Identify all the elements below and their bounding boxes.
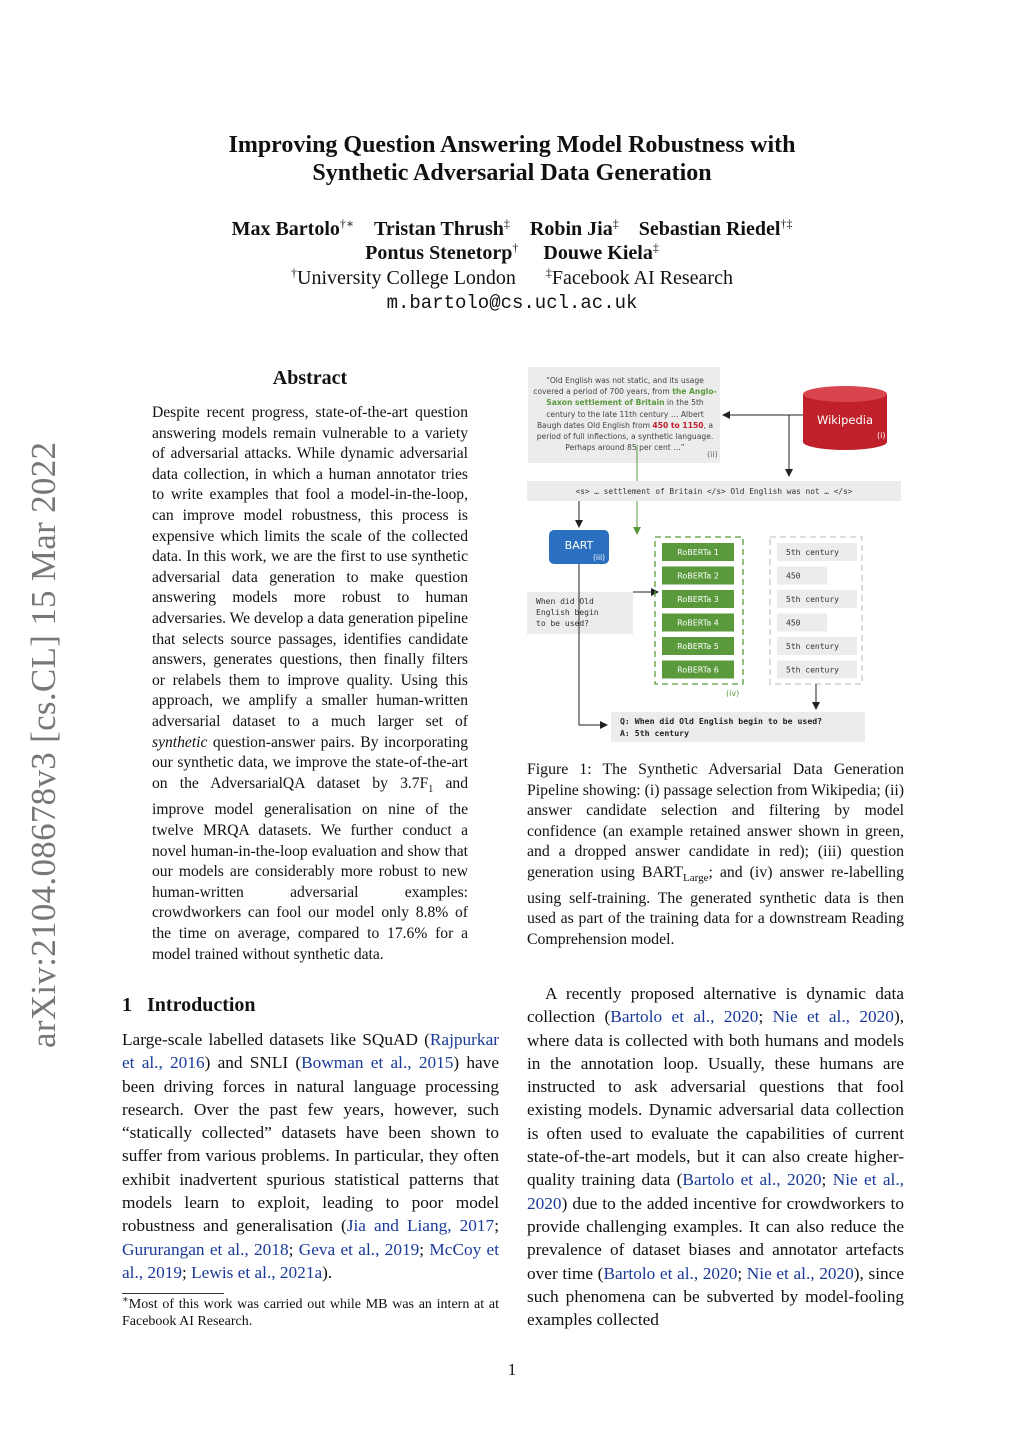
citation-link[interactable]: Nie et al., 2020: [772, 1007, 894, 1027]
citation-separator: ;: [494, 1216, 499, 1236]
candidate-answer-box: [777, 614, 827, 632]
wikipedia-label: Wikipedia: [816, 413, 874, 427]
author-sup: ‡: [612, 216, 619, 231]
dropped-answer-highlight: 450 to 1150: [652, 420, 704, 430]
arrow-to-final-qa: [579, 564, 607, 725]
citation-link[interactable]: Bartolo et al., 2020: [682, 1170, 822, 1190]
candidate-answer-label: 450: [786, 618, 801, 628]
roberta-label: RoBERTa 5: [677, 642, 719, 651]
citation-link[interactable]: Nie et al., 2020: [746, 1263, 854, 1283]
question-line: English begin: [536, 608, 599, 617]
caption-subscript: Large: [683, 872, 709, 885]
candidate-answer-label: 5th century: [786, 595, 839, 604]
intro-text: ) and SNLI (: [204, 1053, 302, 1073]
passage-text: “Old English was not static, and its usage covered a period of 700 years, from: [533, 376, 704, 397]
label-ii: (ii): [707, 450, 718, 459]
author-name: Max Bartolo: [231, 218, 340, 240]
citation-link[interactable]: Lewis et al., 2021a: [191, 1262, 323, 1282]
answer-rows: [777, 543, 857, 679]
affiliation-sup: ‡: [545, 265, 552, 280]
roberta-label: RoBERTa 1: [677, 548, 719, 557]
affiliation-ucl: University College London: [297, 267, 516, 289]
passage-text: , a period of full inflections, a synthetic language. Perhaps around 85 per cent …”: [536, 420, 714, 453]
right-column-paragraph: [527, 982, 904, 1331]
title-line-1: Improving Question Answering Model Robustness with: [228, 132, 796, 158]
roberta-label: RoBERTa 3: [677, 595, 719, 604]
citation-link[interactable]: Rajpurkar et al., 2016: [122, 1030, 499, 1073]
body-text: ) due to the added incentive for crowdworkers to provide challenging examples. It can also reduce the prevalence of dataset biases and annotator artefacts over time (: [527, 1193, 904, 1283]
citation-link[interactable]: Geva et al., 2019: [298, 1239, 420, 1259]
caption-text: ; and (iv) answer re-labelling using self-training. The generated synthetic data is then used as part of the training data for a downstream Reading Comprehension model.: [527, 863, 904, 948]
footnote-rule: [122, 1293, 224, 1294]
citation-link[interactable]: Bowman et al., 2015: [301, 1053, 454, 1073]
candidate-answer-label: 5th century: [786, 548, 839, 557]
intro-paragraph: [122, 1028, 499, 1284]
footnote-mark: ∗: [122, 1294, 129, 1306]
abstract-text: and improve model generalisation on nine of the twelve MRQA datasets. We further conduct a novel human-in-the-loop evaluation and show that our models are considerably more robust to new human-written adversarial examples: crowdworkers can fool our model only 8.8% of the time on average, compared to 17.6% for a model trained without synthetic data.: [152, 774, 468, 963]
abstract-text: Despite recent progress, state-of-the-art question answering models remain vulnerable to a variety of adversarial attacks. While dynamic adversarial data collection, in which a human annotator tries to write examples that fool a model-in-the-loop, can improve model robustness, this process is expensive which limits the scale of the collected data. In this work, we are the first to use synthetic adversarial data generation to make question answering models more robust to human adversaries. We develop a data generation pipeline that selects source passages, identifies candidate answers, generates questions, then finally filters or relabels them to improve quality. Using this approach, we amplify a smaller human-written adversarial dataset to a much larger set of: [152, 404, 468, 730]
roberta-label: RoBERTa 2: [677, 571, 719, 581]
author-sup: †: [512, 240, 519, 255]
author-name: Pontus Stenetorp: [365, 242, 513, 264]
citation-link[interactable]: Bartolo et al., 2020: [610, 1007, 759, 1027]
affiliations: [120, 266, 904, 290]
citation-separator: ;: [182, 1262, 192, 1282]
citation-separator: ;: [288, 1239, 299, 1259]
roberta-rows: [662, 543, 734, 679]
arxiv-identifier[interactable]: arXiv:2104.08678v3 [cs.CL] 15 Mar 2022: [24, 441, 63, 1048]
footnote: [122, 1296, 499, 1330]
label-iii: (iii): [593, 553, 606, 562]
authors-line-2: [120, 241, 904, 265]
candidate-answer-label: 5th century: [786, 665, 839, 675]
citation-separator: ;: [758, 1007, 773, 1027]
citation-link[interactable]: Gururangan et al., 2018: [122, 1239, 289, 1259]
retained-answer-highlight: the Anglo-Saxon settlement of Britain: [546, 387, 717, 408]
question-line: to be used?: [536, 619, 589, 628]
citation-separator: ;: [821, 1170, 833, 1190]
roberta-label: RoBERTa 6: [677, 665, 719, 675]
author-name: Tristan Thrush: [374, 218, 504, 240]
page-number: 1: [507, 1360, 517, 1379]
abstract-heading: Abstract: [272, 367, 348, 389]
final-answer: A: 5th century: [620, 728, 690, 738]
citation-link[interactable]: Nie et al., 2020: [527, 1170, 905, 1213]
section-number: 1: [122, 994, 132, 1016]
candidate-answer-label: 450: [786, 571, 801, 581]
passage-text-container: [533, 375, 717, 461]
citation-separator: ;: [419, 1239, 430, 1259]
passage-text: in the 5th century to the late 11th century … Albert Baugh dates Old English from: [536, 398, 704, 430]
author-sup: ‡: [503, 216, 510, 231]
citation-separator: ;: [737, 1263, 747, 1283]
paper-title: [120, 131, 904, 187]
affiliation-fair: Facebook AI Research: [551, 267, 733, 289]
candidate-answer-box: [777, 567, 827, 585]
author-name: Robin Jia: [529, 218, 613, 240]
label-iv: (iv): [726, 689, 740, 698]
body-text: ), since such phenomena can be subverted by model-fooling examples collected: [527, 1263, 904, 1330]
figure-1-pipeline: [527, 366, 907, 746]
body-text: A recently proposed alternative is dynamic data collection (: [527, 984, 904, 1027]
title-line-2: Synthetic Adversarial Data Generation: [312, 160, 712, 186]
intro-text: ).: [322, 1262, 333, 1282]
footnote-text: Most of this work was carried out while MB was an intern at at Facebook AI Research.: [122, 1297, 499, 1329]
citation-link[interactable]: Jia and Liang, 2017: [346, 1216, 495, 1236]
citation-link[interactable]: McCoy et al., 2019: [122, 1239, 500, 1282]
body-text: ), where data is collected with both humans and models in the annotation loop. Usually, these humans are instructed to ask adversarial questions that fool existing models. Dynamic adversarial data collection is often used to evaluate the capabilities of current state-of-the-art models, but it can also create higher-quality training data (: [527, 1007, 905, 1190]
figure-1-caption: [527, 760, 904, 951]
author-name: Douwe Kiela: [543, 242, 653, 264]
author-name: Sebastian Riedel: [638, 218, 781, 240]
abstract-emphasis: synthetic: [152, 733, 208, 751]
section-heading-introduction: [122, 994, 256, 1017]
citation-link[interactable]: Bartolo et al., 2020: [603, 1263, 738, 1283]
author-sup: †∗: [339, 216, 355, 231]
abstract-text: question-answer pairs. By incorporating our synthetic data, we improve the state-of-the-art on the AdversarialQA dataset by 3.7F: [152, 733, 468, 792]
label-i: (i): [877, 431, 886, 440]
intro-text: Large-scale labelled datasets like SQuAD (: [122, 1030, 430, 1049]
question-line: When did Old: [536, 597, 594, 606]
caption-text: Figure 1: The Synthetic Adversarial Data Generation Pipeline showing: (i) passage selection from Wikipedia; (ii) answer candidate selection and filtering by model confidence (an example retained answer shown in green, and a dropped answer candidate in red); (iii) question generation using BART: [527, 761, 904, 881]
author-sup: †‡: [780, 216, 793, 231]
intro-text: ) have been driving forces in natural language processing research. Over the past few years, however, such “statically collected” datasets have been shown to suffer from various problems. In particular, they often exhibit inadvertent spurious statistical patterns that models learn to exploit, leading to poor model robustness and generalisation (: [122, 1053, 499, 1236]
abstract-body: [152, 403, 468, 965]
candidate-answer-label: 5th century: [786, 642, 839, 651]
final-question: Q: When did Old English begin to be used?: [620, 716, 823, 726]
authors-line-1: [120, 217, 904, 241]
roberta-label: RoBERTa 4: [677, 618, 719, 628]
author-email[interactable]: m.bartolo@cs.ucl.ac.uk: [386, 292, 638, 314]
affiliation-sup: †: [291, 265, 298, 280]
bart-label: BART: [564, 539, 594, 552]
author-sup: ‡: [652, 240, 659, 255]
input-sequence-text: <s> … settlement of Britain </s> Old English was not … </s>: [575, 487, 853, 496]
abstract-subscript: 1: [428, 783, 434, 795]
section-title: Introduction: [147, 994, 256, 1016]
